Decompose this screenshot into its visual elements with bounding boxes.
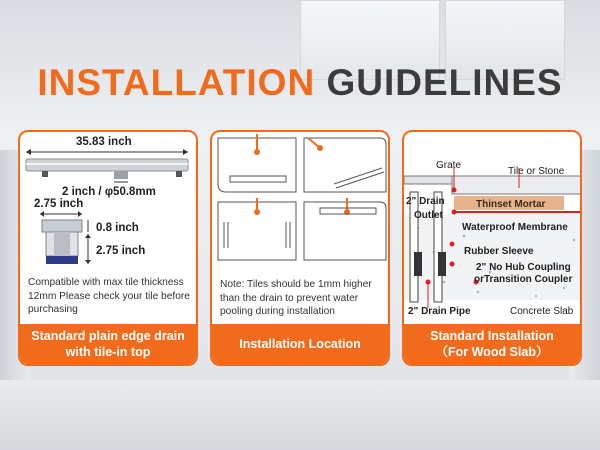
- label-drain-outlet-2: Outlet: [414, 210, 443, 221]
- card1-footer-line1: Standard plain edge drain: [31, 329, 185, 343]
- card-drain-dimensions: [18, 130, 198, 366]
- card3-footer-line2: （For Wood Slab）: [435, 345, 549, 359]
- title-word-installation: INSTALLATION: [37, 62, 316, 103]
- label-tile-or-stone: Tile or Stone: [508, 166, 565, 177]
- card1-footer: [20, 324, 196, 364]
- card-installation-location: [210, 130, 390, 366]
- card1-footer-line2: with tile-in top: [65, 345, 151, 359]
- label-rubber-sleeve: Rubber Sleeve: [464, 246, 534, 257]
- card3-footer: [404, 324, 580, 364]
- label-drain-outlet: 2" Drain: [406, 196, 445, 207]
- label-concrete-slab: Concrete Slab: [510, 306, 574, 317]
- label-grate: Grate: [436, 160, 462, 171]
- label-waterproof-membrane: Waterproof Membrane: [462, 222, 568, 233]
- top-height-dimension: 0.8 inch: [96, 222, 139, 234]
- drain-size-dimension: 2 inch / φ50.8mm: [62, 186, 156, 198]
- card-standard-installation: [402, 130, 582, 366]
- page-title: [0, 62, 600, 104]
- card2-footer: Installation Location: [212, 324, 388, 364]
- tile-height-note: Note: Tiles should be 1mm higher than the drain to prevent water pooling during installation: [220, 279, 372, 317]
- label-transition-coupler: orTransition Coupler: [474, 274, 573, 285]
- installation-location-diagram: [212, 132, 390, 272]
- card3-footer-line1: Standard Installation: [430, 329, 554, 343]
- width-dimension: 2.75 inch: [34, 198, 84, 210]
- body-height-dimension: 2.75 inch: [96, 245, 146, 257]
- title-word-guidelines: GUIDELINES: [326, 62, 563, 103]
- label-no-hub-coupling: 2" No Hub Coupling: [476, 262, 571, 273]
- length-dimension: 35.83 inch: [76, 136, 132, 148]
- background-floor: [0, 380, 600, 450]
- tile-compatibility-note: Compatible with max tile thickness 12mm Please check your tile before purchasing: [28, 277, 190, 315]
- label-drain-pipe: 2" Drain Pipe: [408, 306, 471, 317]
- label-thinset-mortar: Thinset Mortar: [476, 199, 546, 210]
